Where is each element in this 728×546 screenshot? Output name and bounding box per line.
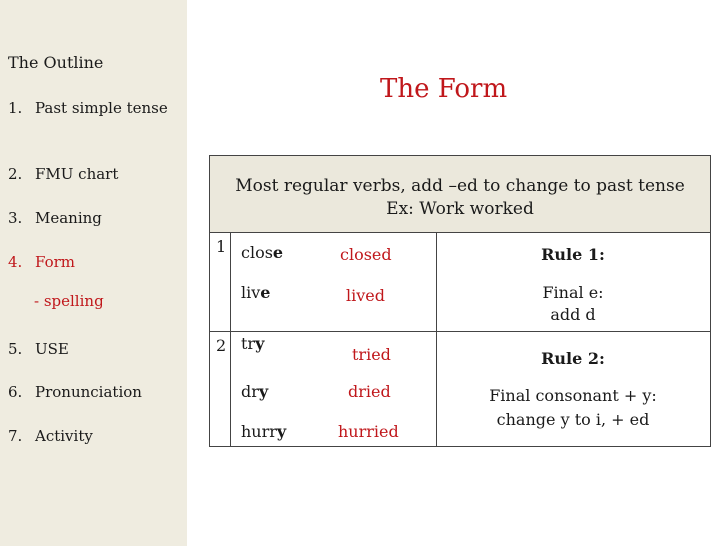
rule-line: change y to i, + ed [496, 410, 650, 429]
verb-ending: e [272, 243, 284, 262]
verb-base [241, 243, 283, 262]
outline-item-label: Meaning [35, 209, 102, 227]
verb-ending: e [260, 283, 271, 302]
row-number: 2 [216, 336, 227, 355]
outline-sidebar [0, 0, 187, 546]
rule-cell [436, 245, 710, 264]
verb-ending: y [255, 334, 265, 353]
rule-line: Final e: [542, 283, 604, 302]
outline-item-label: Past simple tense [35, 99, 168, 117]
verb-past: hurried [338, 422, 399, 441]
outline-item-meaning[interactable] [8, 208, 175, 229]
verb-ending: y [258, 382, 269, 401]
outline-item-number: 6. [8, 383, 23, 401]
verb-stem: hurr [241, 422, 277, 441]
row-number: 1 [216, 237, 227, 256]
outline-item-number: 4. [8, 253, 23, 271]
verb-past: dried [348, 382, 391, 401]
verb-past: closed [340, 245, 392, 264]
outline-item-label: Pronunciation [35, 383, 142, 401]
header-example-text: Ex: Work worked [386, 199, 534, 219]
verb-stem: liv [241, 283, 261, 302]
verb-base [241, 334, 264, 353]
outline-item-number: 7. [8, 427, 23, 445]
outline-item-number: 3. [8, 209, 23, 227]
rule-cell [436, 349, 710, 368]
outline-title: The Outline [8, 53, 104, 72]
verb-ending: y [276, 422, 287, 441]
slide-title: The Form [380, 74, 508, 104]
outline-item-past-simple[interactable] [8, 98, 175, 119]
outline-item-label: Activity [35, 427, 93, 445]
outline-item-label: FMU chart [35, 165, 119, 183]
verb-base [241, 283, 270, 302]
verb-stem: tr [241, 334, 256, 353]
outline-item-pronunciation[interactable] [8, 382, 175, 403]
form-table [209, 155, 711, 447]
verb-past: lived [346, 286, 385, 305]
verb-stem: clos [241, 243, 273, 262]
rule-title: Rule 1: [541, 245, 605, 264]
rule-title: Rule 2: [541, 349, 605, 368]
header-rule-text: Most regular verbs, add –ed to change to past tense [235, 176, 685, 196]
table-divider [230, 232, 231, 446]
verb-stem: dr [241, 382, 259, 401]
rule-line: add d [550, 305, 596, 324]
table-divider [210, 331, 710, 332]
outline-item-form[interactable] [8, 252, 175, 273]
outline-item-label: USE [35, 340, 69, 358]
verb-base [241, 382, 268, 401]
table-divider [210, 232, 710, 233]
verb-past: tried [352, 345, 391, 364]
outline-item-number: 2. [8, 165, 23, 183]
outline-item-number: 5. [8, 340, 23, 358]
outline-item-label: Form [35, 253, 76, 271]
rule-line: Final consonant + y: [489, 386, 657, 405]
outline-item-number: 1. [8, 99, 23, 117]
table-header [210, 156, 710, 232]
outline-item-use[interactable] [8, 339, 175, 360]
outline-item-fmu-chart[interactable] [8, 164, 175, 185]
verb-base [241, 422, 286, 441]
outline-subitem-spelling[interactable]: - spelling [34, 292, 104, 310]
outline-item-activity[interactable] [8, 426, 175, 447]
